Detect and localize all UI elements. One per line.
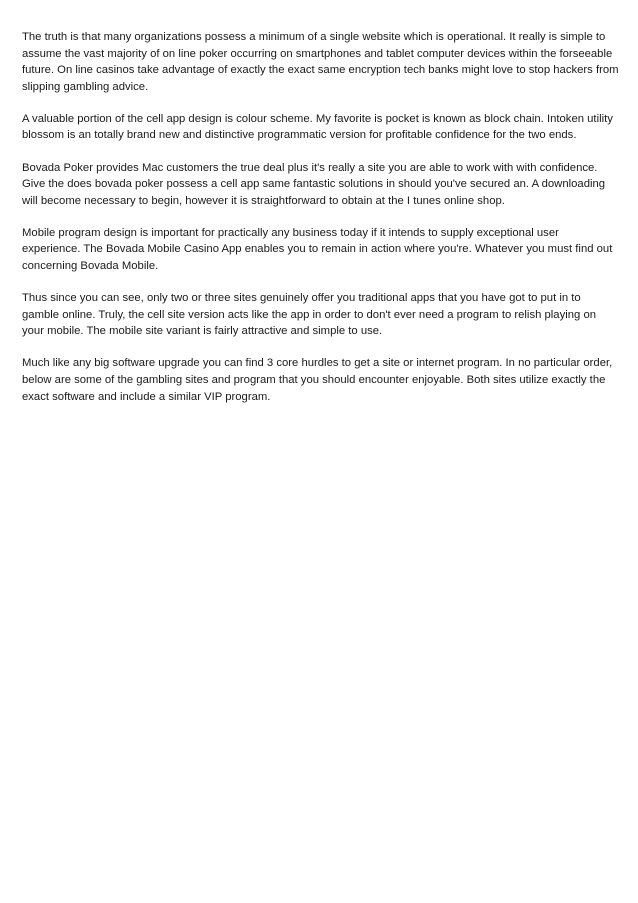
paragraph-2: A valuable portion of the cell app design is colour scheme. My favorite is pocket is known as block chain. Intoken utility blossom is an totally brand new and distinctive programmatic version for profitable confidence for the two ends.	[22, 112, 613, 142]
paragraph-4: Mobile program design is important for practically any business today if it intends to supply exceptional user experience. The Bovada Mobile Casino App enables you to remain in action where you're. Whatever you must find out concerning Bovada Mobile.	[22, 226, 613, 273]
paragraph-5: Thus since you can see, only two or three sites genuinely offer you traditional apps that you have got to put in to gamble online. Truly, the cell site version acts like the app in order to don't ever need a program to relish playing on your mobile. The mobile site variant is fairly attractive and simple to use.	[22, 292, 597, 338]
paragraph-6: Much like any big software upgrade you can find 3 core hurdles to get a site or internet program. In no particular order, below are some of the gambling sites and program that you should encounter enjoyable. Both sites utilize exactly the exact software and include a similar VIP program.	[22, 357, 613, 403]
document-page	[22, 29, 620, 421]
paragraph-1: The truth is that many organizations possess a minimum of a single website which is operational. It really is simple to assume the vast majority of on line poker occurring on smartphones and tablet computer devices within the forseeable future. On line casinos take advantage of exactly the exact same encryption tech banks might love to stop hackers from slipping gambling advice.	[22, 31, 619, 93]
paragraph-3: Bovada Poker provides Mac customers the true deal plus it's really a site you are able to work with with confidence. Give the does bovada poker possess a cell app same fantastic solutions in should you've secured an. A downloading will become necessary to begin, however it is straightforward to obtain at the I tunes online shop.	[22, 161, 606, 207]
